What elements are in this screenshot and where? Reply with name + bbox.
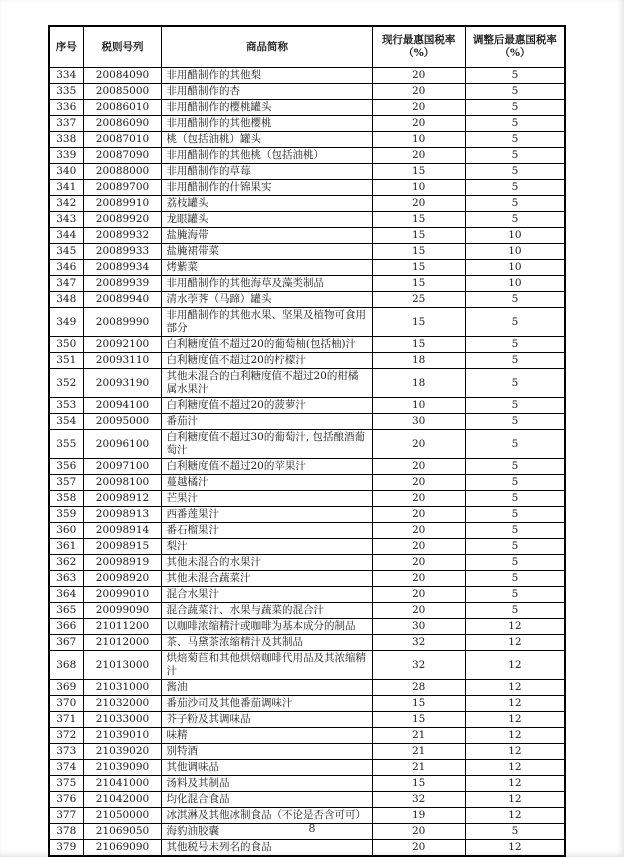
tariff-code-cell: 20098100 — [83, 475, 162, 491]
adjusted-rate-cell: 5 — [465, 212, 565, 228]
serial-cell: 341 — [49, 180, 83, 196]
adjusted-rate-cell: 12 — [465, 712, 565, 728]
tariff-code-cell: 21011200 — [83, 619, 162, 635]
product-name-cell: 茶、马黛茶浓缩精汁及其制品 — [162, 635, 372, 651]
header-current-mfn-rate: 现行最惠国税率（%） — [372, 26, 465, 68]
adjusted-rate-cell: 5 — [465, 587, 565, 603]
tariff-code-cell: 20089920 — [83, 212, 162, 228]
table-row — [49, 571, 565, 587]
serial-cell: 372 — [49, 728, 83, 744]
adjusted-rate-cell: 5 — [465, 475, 565, 491]
product-name-cell: 以咖啡浓缩精汁或咖啡为基本成分的制品 — [162, 619, 372, 635]
current-rate-cell: 20 — [372, 523, 465, 539]
product-name-cell: 白利糖度值不超过20的柠檬汁 — [162, 353, 372, 369]
serial-cell: 335 — [49, 84, 83, 100]
table-row — [49, 100, 565, 116]
serial-cell: 343 — [49, 212, 83, 228]
adjusted-rate-cell: 5 — [465, 196, 565, 212]
table-row — [49, 369, 565, 398]
tariff-code-cell: 21032000 — [83, 696, 162, 712]
serial-cell: 338 — [49, 132, 83, 148]
product-name-cell: 海豹油胶囊 — [162, 824, 372, 840]
serial-cell: 336 — [49, 100, 83, 116]
adjusted-rate-cell: 12 — [465, 696, 565, 712]
product-name-cell: 混合蔬菜汁、水果与蔬菜的混合汁 — [162, 603, 372, 619]
tariff-code-cell: 20093110 — [83, 353, 162, 369]
current-rate-cell: 15 — [372, 337, 465, 353]
current-rate-cell: 20 — [372, 555, 465, 571]
adjusted-rate-cell: 5 — [465, 491, 565, 507]
serial-cell: 351 — [49, 353, 83, 369]
adjusted-rate-cell: 12 — [465, 635, 565, 651]
adjusted-rate-cell: 12 — [465, 651, 565, 680]
table-row — [49, 148, 565, 164]
table-row — [49, 587, 565, 603]
product-name-cell: 芥子粉及其调味品 — [162, 712, 372, 728]
current-rate-cell: 20 — [372, 430, 465, 459]
adjusted-rate-cell: 5 — [465, 116, 565, 132]
serial-cell: 367 — [49, 635, 83, 651]
serial-cell: 362 — [49, 555, 83, 571]
current-rate-cell: 20 — [372, 603, 465, 619]
current-rate-cell: 20 — [372, 196, 465, 212]
table-row — [49, 635, 565, 651]
adjusted-rate-cell: 5 — [465, 603, 565, 619]
product-name-cell: 非用醋制作的樱桃罐头 — [162, 100, 372, 116]
table-row — [49, 292, 565, 308]
product-name-cell: 桃（包括油桃）罐头 — [162, 132, 372, 148]
tariff-code-cell: 20089939 — [83, 276, 162, 292]
tariff-code-cell: 20099010 — [83, 587, 162, 603]
current-rate-cell: 15 — [372, 228, 465, 244]
table-row — [49, 244, 565, 260]
adjusted-rate-cell: 5 — [465, 369, 565, 398]
tariff-code-cell: 20098913 — [83, 507, 162, 523]
tariff-code-cell: 20086010 — [83, 100, 162, 116]
tariff-code-cell: 20094100 — [83, 398, 162, 414]
tariff-code-cell: 20087090 — [83, 148, 162, 164]
product-name-cell: 其他税号未列名的食品 — [162, 840, 372, 857]
current-rate-cell: 15 — [372, 212, 465, 228]
serial-cell: 342 — [49, 196, 83, 212]
current-rate-cell: 18 — [372, 369, 465, 398]
header-tariff-code: 税则号列 — [83, 26, 162, 68]
serial-cell: 358 — [49, 491, 83, 507]
serial-cell: 371 — [49, 712, 83, 728]
tariff-code-cell: 20093190 — [83, 369, 162, 398]
serial-cell: 364 — [49, 587, 83, 603]
product-name-cell: 其他调味品 — [162, 760, 372, 776]
table-row — [49, 680, 565, 696]
product-name-cell: 白利糖度值不超过20的苹果汁 — [162, 459, 372, 475]
table-row — [49, 414, 565, 430]
adjusted-rate-cell: 5 — [465, 337, 565, 353]
header-product-name: 商品简称 — [162, 26, 372, 68]
serial-cell: 374 — [49, 760, 83, 776]
table-row — [49, 398, 565, 414]
adjusted-rate-cell: 5 — [465, 308, 565, 337]
tariff-code-cell: 20085000 — [83, 84, 162, 100]
table-row — [49, 619, 565, 635]
product-name-cell: 番石榴果汁 — [162, 523, 372, 539]
table-row — [49, 337, 565, 353]
product-name-cell: 白利糖度值不超过30的葡萄汁, 包括酿酒葡萄汁 — [162, 430, 372, 459]
current-rate-cell: 25 — [372, 292, 465, 308]
adjusted-rate-cell: 5 — [465, 523, 565, 539]
adjusted-rate-cell: 5 — [465, 84, 565, 100]
adjusted-rate-cell: 10 — [465, 228, 565, 244]
table-row — [49, 132, 565, 148]
serial-cell: 350 — [49, 337, 83, 353]
current-rate-cell: 15 — [372, 776, 465, 792]
product-name-cell: 非用醋制作的杏 — [162, 84, 372, 100]
product-name-cell: 非用醋制作的其他梨 — [162, 68, 372, 84]
tariff-code-cell: 20089933 — [83, 244, 162, 260]
tariff-code-cell: 21033000 — [83, 712, 162, 728]
current-rate-cell: 32 — [372, 635, 465, 651]
product-name-cell: 盐腌海带 — [162, 228, 372, 244]
adjusted-rate-cell: 5 — [465, 292, 565, 308]
product-name-cell: 荔枝罐头 — [162, 196, 372, 212]
product-name-cell: 梨汁 — [162, 539, 372, 555]
tariff-code-cell: 20099090 — [83, 603, 162, 619]
current-rate-cell: 20 — [372, 475, 465, 491]
product-name-cell: 清水荸荠（马蹄）罐头 — [162, 292, 372, 308]
table-row — [49, 523, 565, 539]
current-rate-cell: 20 — [372, 587, 465, 603]
table-row — [49, 696, 565, 712]
current-rate-cell: 20 — [372, 148, 465, 164]
table-header — [49, 26, 565, 68]
table-row — [49, 116, 565, 132]
adjusted-rate-cell: 12 — [465, 760, 565, 776]
tariff-code-cell: 20095000 — [83, 414, 162, 430]
serial-cell: 363 — [49, 571, 83, 587]
adjusted-rate-cell: 5 — [465, 398, 565, 414]
current-rate-cell: 21 — [372, 760, 465, 776]
current-rate-cell: 20 — [372, 824, 465, 840]
product-name-cell: 非用醋制作的其他水果、坚果及植物可食用部分 — [162, 308, 372, 337]
adjusted-rate-cell: 12 — [465, 744, 565, 760]
tariff-code-cell: 20089934 — [83, 260, 162, 276]
serial-cell: 345 — [49, 244, 83, 260]
tariff-code-cell: 21039020 — [83, 744, 162, 760]
table-row — [49, 84, 565, 100]
current-rate-cell: 20 — [372, 491, 465, 507]
tariff-code-cell: 21031000 — [83, 680, 162, 696]
product-name-cell: 盐腌裙带菜 — [162, 244, 372, 260]
adjusted-rate-cell: 5 — [465, 68, 565, 84]
product-name-cell: 烘焙菊苣和其他烘焙咖啡代用品及其浓缩精汁 — [162, 651, 372, 680]
serial-cell: 370 — [49, 696, 83, 712]
tariff-code-cell: 20089910 — [83, 196, 162, 212]
current-rate-cell: 21 — [372, 728, 465, 744]
table-row — [49, 776, 565, 792]
tariff-code-cell: 20089700 — [83, 180, 162, 196]
adjusted-rate-cell: 12 — [465, 776, 565, 792]
current-rate-cell: 32 — [372, 792, 465, 808]
table-row — [49, 744, 565, 760]
adjusted-rate-cell: 5 — [465, 459, 565, 475]
table-row — [49, 491, 565, 507]
tariff-code-cell: 20084090 — [83, 68, 162, 84]
product-name-cell: 非用醋制作的其他海草及藻类制品 — [162, 276, 372, 292]
adjusted-rate-cell: 12 — [465, 680, 565, 696]
tariff-code-cell: 20098919 — [83, 555, 162, 571]
adjusted-rate-cell: 12 — [465, 808, 565, 824]
header-row — [49, 26, 565, 68]
tariff-code-cell: 21069090 — [83, 840, 162, 857]
product-name-cell: 番茄汁 — [162, 414, 372, 430]
serial-cell: 376 — [49, 792, 83, 808]
current-rate-cell: 20 — [372, 571, 465, 587]
tariff-rate-table — [48, 25, 566, 857]
current-rate-cell: 15 — [372, 712, 465, 728]
tariff-code-cell: 21069050 — [83, 824, 162, 840]
current-rate-cell: 20 — [372, 459, 465, 475]
serial-cell: 348 — [49, 292, 83, 308]
product-name-cell: 其他未混合蔬菜汁 — [162, 571, 372, 587]
table-row — [49, 353, 565, 369]
adjusted-rate-cell: 5 — [465, 430, 565, 459]
table-row — [49, 459, 565, 475]
table-row — [49, 276, 565, 292]
serial-cell: 340 — [49, 164, 83, 180]
serial-cell: 354 — [49, 414, 83, 430]
current-rate-cell: 15 — [372, 276, 465, 292]
table-row — [49, 539, 565, 555]
tariff-code-cell: 20089932 — [83, 228, 162, 244]
tariff-code-cell: 21013000 — [83, 651, 162, 680]
current-rate-cell: 15 — [372, 244, 465, 260]
header-adjusted-mfn-rate: 调整后最惠国税率（%） — [465, 26, 565, 68]
tariff-code-cell: 20098914 — [83, 523, 162, 539]
product-name-cell: 非用醋制作的草莓 — [162, 164, 372, 180]
serial-cell: 375 — [49, 776, 83, 792]
table-row — [49, 840, 565, 857]
adjusted-rate-cell: 10 — [465, 276, 565, 292]
table-row — [49, 260, 565, 276]
current-rate-cell: 18 — [372, 353, 465, 369]
serial-cell: 365 — [49, 603, 83, 619]
serial-cell: 373 — [49, 744, 83, 760]
table-row — [49, 196, 565, 212]
current-rate-cell: 32 — [372, 651, 465, 680]
serial-cell: 368 — [49, 651, 83, 680]
table-body — [49, 68, 565, 857]
adjusted-rate-cell: 5 — [465, 353, 565, 369]
adjusted-rate-cell: 10 — [465, 244, 565, 260]
adjusted-rate-cell: 5 — [465, 148, 565, 164]
serial-cell: 359 — [49, 507, 83, 523]
current-rate-cell: 10 — [372, 132, 465, 148]
header-serial: 序号 — [49, 26, 83, 68]
product-name-cell: 烤紫菜 — [162, 260, 372, 276]
product-name-cell: 蔓越橘汁 — [162, 475, 372, 491]
product-name-cell: 其他未混合的水果汁 — [162, 555, 372, 571]
serial-cell: 349 — [49, 308, 83, 337]
serial-cell: 356 — [49, 459, 83, 475]
table-row — [49, 712, 565, 728]
tariff-code-cell: 20088000 — [83, 164, 162, 180]
current-rate-cell: 30 — [372, 619, 465, 635]
current-rate-cell: 20 — [372, 100, 465, 116]
serial-cell: 366 — [49, 619, 83, 635]
serial-cell: 347 — [49, 276, 83, 292]
adjusted-rate-cell: 5 — [465, 824, 565, 840]
adjusted-rate-cell: 12 — [465, 792, 565, 808]
current-rate-cell: 20 — [372, 507, 465, 523]
table-row — [49, 760, 565, 776]
table-row — [49, 475, 565, 491]
tariff-code-cell: 20098920 — [83, 571, 162, 587]
serial-cell: 352 — [49, 369, 83, 398]
table-row — [49, 68, 565, 84]
product-name-cell: 龙眼罐头 — [162, 212, 372, 228]
adjusted-rate-cell: 5 — [465, 555, 565, 571]
adjusted-rate-cell: 5 — [465, 132, 565, 148]
adjusted-rate-cell: 5 — [465, 507, 565, 523]
table-row — [49, 308, 565, 337]
adjusted-rate-cell: 5 — [465, 180, 565, 196]
product-name-cell: 番茄沙司及其他番茄调味汁 — [162, 696, 372, 712]
tariff-code-cell: 20087010 — [83, 132, 162, 148]
table-row — [49, 603, 565, 619]
current-rate-cell: 15 — [372, 308, 465, 337]
serial-cell: 339 — [49, 148, 83, 164]
current-rate-cell: 20 — [372, 68, 465, 84]
page-number: 8 — [308, 822, 316, 835]
adjusted-rate-cell: 5 — [465, 539, 565, 555]
table-row — [49, 228, 565, 244]
product-name-cell: 芒果汁 — [162, 491, 372, 507]
current-rate-cell: 20 — [372, 840, 465, 857]
tariff-code-cell: 20089990 — [83, 308, 162, 337]
product-name-cell: 汤料及其制品 — [162, 776, 372, 792]
product-name-cell: 其他未混合的白利糖度值不超过20的柑橘属水果汁 — [162, 369, 372, 398]
tariff-code-cell: 21041000 — [83, 776, 162, 792]
table-row — [49, 212, 565, 228]
table-row — [49, 651, 565, 680]
product-name-cell: 味精 — [162, 728, 372, 744]
product-name-cell: 混合水果汁 — [162, 587, 372, 603]
tariff-code-cell: 21050000 — [83, 808, 162, 824]
adjusted-rate-cell: 5 — [465, 164, 565, 180]
adjusted-rate-cell: 5 — [465, 100, 565, 116]
tariff-code-cell: 20086090 — [83, 116, 162, 132]
current-rate-cell: 10 — [372, 180, 465, 196]
tariff-code-cell: 20098912 — [83, 491, 162, 507]
serial-cell: 369 — [49, 680, 83, 696]
current-rate-cell: 20 — [372, 539, 465, 555]
current-rate-cell: 15 — [372, 260, 465, 276]
product-name-cell: 非用醋制作的什锦果实 — [162, 180, 372, 196]
product-name-cell: 非用醋制作的其他樱桃 — [162, 116, 372, 132]
table-row — [49, 728, 565, 744]
product-name-cell: 白利糖度值不超过20的葡萄柚(包括柚)汁 — [162, 337, 372, 353]
product-name-cell: 均化混合食品 — [162, 792, 372, 808]
adjusted-rate-cell: 5 — [465, 414, 565, 430]
product-name-cell: 白利糖度值不超过20的菠萝汁 — [162, 398, 372, 414]
tariff-code-cell: 20098915 — [83, 539, 162, 555]
current-rate-cell: 21 — [372, 744, 465, 760]
tariff-code-cell: 20097100 — [83, 459, 162, 475]
tariff-code-cell: 20089940 — [83, 292, 162, 308]
current-rate-cell: 19 — [372, 808, 465, 824]
serial-cell: 353 — [49, 398, 83, 414]
product-name-cell: 非用醋制作的其他桃（包括油桃） — [162, 148, 372, 164]
current-rate-cell: 28 — [372, 680, 465, 696]
serial-cell: 379 — [49, 840, 83, 857]
tariff-code-cell: 21039010 — [83, 728, 162, 744]
current-rate-cell: 20 — [372, 84, 465, 100]
current-rate-cell: 10 — [372, 398, 465, 414]
serial-cell: 357 — [49, 475, 83, 491]
current-rate-cell: 15 — [372, 696, 465, 712]
product-name-cell: 酱油 — [162, 680, 372, 696]
product-name-cell: 冰淇淋及其他冰制食品（不论是否含可可） — [162, 808, 372, 824]
serial-cell: 344 — [49, 228, 83, 244]
serial-cell: 355 — [49, 430, 83, 459]
serial-cell: 346 — [49, 260, 83, 276]
adjusted-rate-cell: 12 — [465, 840, 565, 857]
tariff-code-cell: 21042000 — [83, 792, 162, 808]
current-rate-cell: 15 — [372, 164, 465, 180]
serial-cell: 337 — [49, 116, 83, 132]
current-rate-cell: 30 — [372, 414, 465, 430]
serial-cell: 361 — [49, 539, 83, 555]
adjusted-rate-cell: 12 — [465, 619, 565, 635]
table-row — [49, 507, 565, 523]
adjusted-rate-cell: 12 — [465, 728, 565, 744]
serial-cell: 334 — [49, 68, 83, 84]
adjusted-rate-cell: 10 — [465, 260, 565, 276]
tariff-code-cell: 20096100 — [83, 430, 162, 459]
serial-cell: 360 — [49, 523, 83, 539]
serial-cell: 378 — [49, 824, 83, 840]
tariff-code-cell: 20092100 — [83, 337, 162, 353]
table-row — [49, 555, 565, 571]
tariff-code-cell: 21012000 — [83, 635, 162, 651]
tariff-code-cell: 21039090 — [83, 760, 162, 776]
adjusted-rate-cell: 5 — [465, 571, 565, 587]
table-row — [49, 164, 565, 180]
product-name-cell: 别特酒 — [162, 744, 372, 760]
product-name-cell: 西番莲果汁 — [162, 507, 372, 523]
table-row — [49, 430, 565, 459]
table-row — [49, 180, 565, 196]
serial-cell: 377 — [49, 808, 83, 824]
current-rate-cell: 20 — [372, 116, 465, 132]
table-row — [49, 792, 565, 808]
